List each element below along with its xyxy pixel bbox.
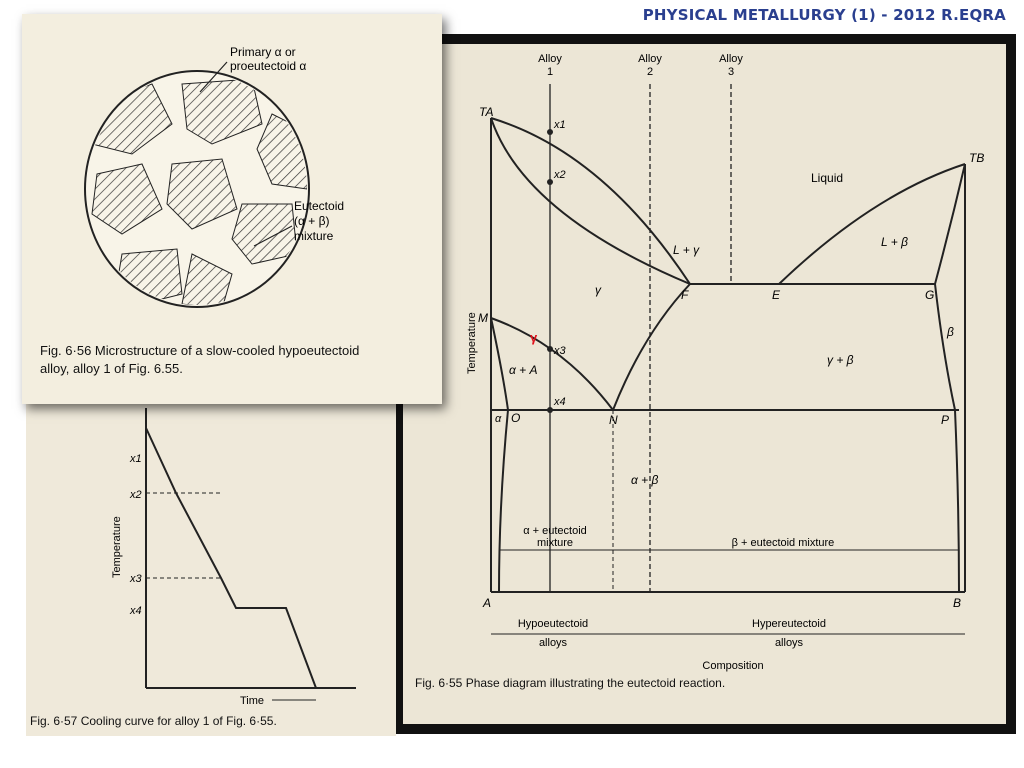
solidus-left bbox=[491, 118, 690, 284]
label-A: A bbox=[483, 596, 492, 610]
phase-diagram-page bbox=[403, 44, 1006, 724]
hyper-label-2: alloys bbox=[774, 637, 804, 649]
gamma-solvus-right bbox=[613, 284, 690, 410]
region-alpha-beta: α + β bbox=[631, 473, 659, 487]
alloy-2-label-top: Alloy bbox=[638, 53, 662, 65]
beta-solvus bbox=[935, 284, 955, 410]
hyper-label-1: Hypereutectoid bbox=[752, 618, 826, 630]
cooling-curve-panel bbox=[26, 388, 396, 736]
label-O: O bbox=[511, 411, 521, 425]
cooling-x-label: Time bbox=[240, 695, 265, 707]
region-beta: β bbox=[947, 325, 954, 339]
cool-x3: x3 bbox=[130, 573, 142, 585]
cooling-curve-caption: Fig. 6·57 Cooling curve for alloy 1 of Fig. 6·55. bbox=[30, 714, 277, 728]
phase-x-axis-label: Composition bbox=[702, 660, 764, 672]
region-l-gamma: L + γ bbox=[673, 243, 700, 257]
region-gamma-beta: γ + β bbox=[827, 353, 854, 367]
phase-y-axis-label: Temperature bbox=[466, 312, 478, 374]
label-N: N bbox=[609, 413, 618, 427]
alpha-solvus-lower bbox=[499, 410, 508, 592]
label-x3: x3 bbox=[554, 345, 566, 357]
label-x1: x1 bbox=[554, 119, 566, 131]
liquidus-left bbox=[491, 118, 690, 284]
alpha-eutectoid-label-2: mixture bbox=[536, 537, 574, 549]
micro-label-eut-1: Eutectoid bbox=[294, 199, 345, 213]
micro-label-primary-1: Primary α or bbox=[230, 45, 296, 59]
point-x4 bbox=[547, 407, 553, 413]
microstructure-panel bbox=[22, 14, 442, 404]
cool-x2: x2 bbox=[130, 489, 142, 501]
alpha-eutectoid-label-1: α + eutectoid bbox=[523, 525, 587, 537]
cooling-y-label: Temperature bbox=[111, 516, 123, 578]
region-l-beta: L + β bbox=[881, 235, 908, 249]
phase-diagram-caption: Fig. 6·55 Phase diagram illustrating the eutectoid reaction. bbox=[415, 676, 726, 690]
cool-x4: x4 bbox=[130, 605, 142, 617]
region-alpha-A: α + A bbox=[509, 363, 538, 377]
cooling-curve-line bbox=[146, 428, 316, 688]
beta-solvus-lower bbox=[955, 410, 959, 592]
micro-label-eut-2: (α + β) bbox=[294, 214, 330, 228]
label-TB: TB bbox=[969, 151, 985, 165]
region-liquid: Liquid bbox=[811, 171, 844, 185]
label-x2: x2 bbox=[554, 169, 566, 181]
hypo-label-2: alloys bbox=[538, 637, 568, 649]
alloy-2-label-bottom: 2 bbox=[646, 66, 654, 78]
point-x1 bbox=[547, 129, 553, 135]
alloy-1-label-top: Alloy bbox=[538, 53, 562, 65]
alloy-3-label-bottom: 3 bbox=[727, 66, 735, 78]
label-G: G bbox=[925, 288, 935, 302]
region-red-gamma: γ bbox=[530, 330, 538, 345]
micro-label-eut-3: mixture bbox=[294, 229, 334, 243]
micro-caption-line2: alloy, alloy 1 of Fig. 6.55. bbox=[40, 361, 183, 376]
label-TA: TA bbox=[479, 105, 494, 119]
cooling-curve bbox=[26, 388, 396, 736]
point-x3 bbox=[547, 346, 553, 352]
micro-caption-line1: Fig. 6·56 Microstructure of a slow-cooled hypoeutectoid bbox=[40, 343, 360, 358]
label-E: E bbox=[772, 288, 781, 302]
label-x4: x4 bbox=[554, 396, 566, 408]
region-gamma: γ bbox=[595, 283, 601, 297]
label-F: F bbox=[681, 288, 689, 302]
microstructure-caption bbox=[40, 342, 359, 378]
liquidus-right bbox=[779, 164, 965, 284]
alloy-3-label-top: Alloy bbox=[719, 53, 743, 65]
label-M: M bbox=[478, 311, 488, 325]
slide-header: PHYSICAL METALLURGY (1) - 2012 R.EQRA bbox=[642, 6, 1006, 24]
phase-diagram-panel bbox=[393, 34, 1016, 734]
alpha-boundary bbox=[491, 318, 508, 410]
beta-eutectoid-label: β + eutectoid mixture bbox=[731, 537, 835, 549]
hypo-label-1: Hypoeutectoid bbox=[517, 618, 589, 630]
alloy-1-label-bottom: 1 bbox=[546, 66, 554, 78]
solidus-right bbox=[935, 164, 965, 284]
phase-diagram bbox=[403, 44, 1006, 724]
point-x2 bbox=[547, 179, 553, 185]
label-P: P bbox=[941, 413, 950, 427]
region-alpha: α bbox=[495, 413, 502, 425]
label-B: B bbox=[953, 596, 962, 610]
cool-x1: x1 bbox=[130, 453, 142, 465]
micro-label-primary-2: proeutectoid α bbox=[230, 59, 307, 73]
